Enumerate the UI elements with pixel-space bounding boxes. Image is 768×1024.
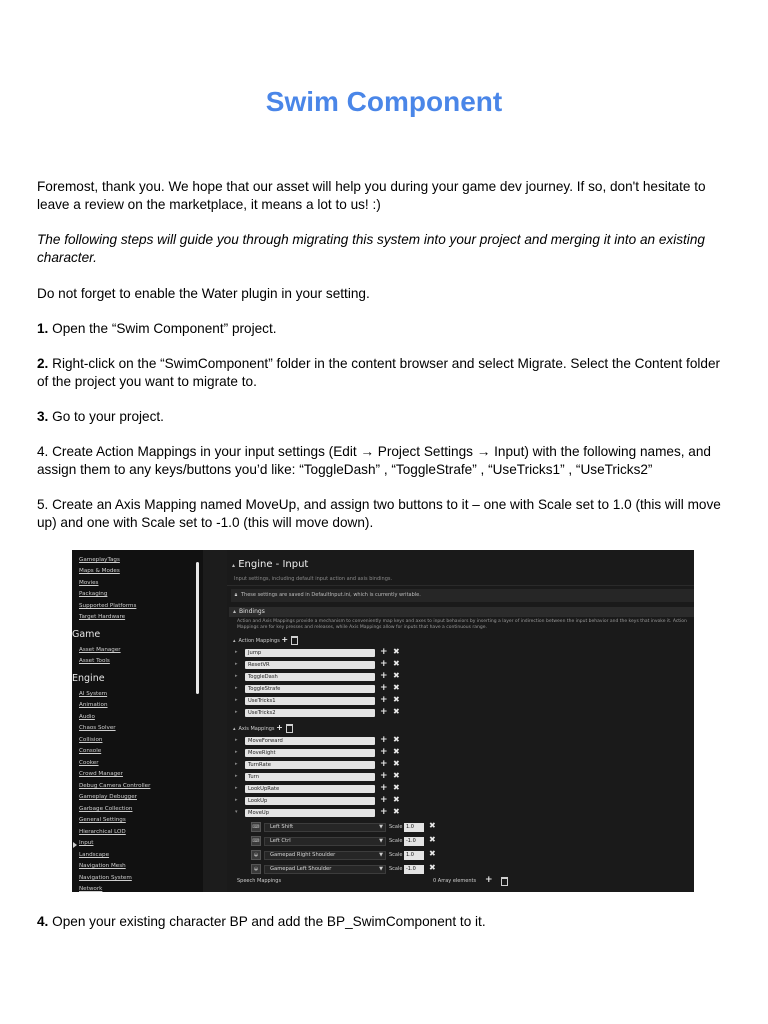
action-name-field[interactable]: ResetVR [245, 661, 375, 669]
key-select[interactable] [264, 837, 386, 846]
action-name-field[interactable]: UseTricks2 [245, 709, 375, 717]
sidebar-item[interactable]: Hierarchical LOD [79, 829, 126, 835]
step-2 [37, 355, 727, 390]
notice-text: These settings are saved in DefaultInput.ini, which is currently writable. [241, 592, 421, 598]
bindings-header[interactable] [229, 607, 694, 617]
bindings-label: Bindings [239, 608, 265, 615]
expanded-icon[interactable]: ▾ [235, 809, 238, 815]
sidebar-item[interactable]: Garbage Collection [79, 806, 133, 812]
axis-name-field[interactable]: MoveForward [245, 737, 375, 745]
trash-icon[interactable] [286, 724, 293, 733]
remove-key-icon[interactable]: ✖ [429, 863, 436, 872]
key-select[interactable] [264, 823, 386, 832]
action-name-field[interactable]: Jump [245, 649, 375, 657]
expand-icon[interactable]: ▸ [235, 773, 238, 779]
sidebar-item[interactable]: Gameplay Debugger [79, 794, 137, 800]
axis-name-field[interactable]: Turn [245, 773, 375, 781]
scale-input[interactable]: -1.0 [404, 837, 424, 846]
expand-icon[interactable]: ▸ [235, 797, 238, 803]
collapse-icon: ▴ [233, 608, 237, 615]
sidebar-item[interactable]: Packaging [79, 591, 108, 597]
panel-title-text: Engine - Input [238, 559, 309, 570]
add-speech-icon[interactable]: + [485, 875, 493, 885]
sidebar-item[interactable]: Supported Platforms [79, 603, 137, 609]
chevron-down-icon: ▼ [379, 838, 383, 844]
expand-icon[interactable]: ▸ [235, 685, 238, 691]
scale-label: Scale [389, 824, 403, 830]
add-key-icon[interactable]: + [380, 683, 388, 693]
remove-icon[interactable]: ✖ [393, 783, 400, 792]
sidebar-item[interactable]: Navigation System [79, 875, 132, 881]
axis-name-field[interactable]: MoveRight [245, 749, 375, 757]
action-mappings-header [229, 634, 694, 645]
add-key-icon[interactable]: + [380, 659, 388, 669]
step-3-number: 3. [37, 409, 49, 424]
sidebar-item[interactable]: Cooker [79, 760, 99, 766]
sidebar-scrollbar[interactable] [196, 562, 199, 694]
sidebar-item[interactable]: Maps & Modes [79, 568, 120, 574]
sidebar-item[interactable]: AI System [79, 691, 108, 697]
sidebar-item[interactable]: Animation [79, 702, 108, 708]
step-3-text: Go to your project. [48, 409, 164, 424]
add-key-icon[interactable]: + [380, 783, 388, 793]
add-key-icon[interactable]: + [380, 647, 388, 657]
gamepad-icon[interactable]: ◒ [251, 850, 261, 860]
step-1 [37, 320, 727, 338]
sidebar-item[interactable]: General Settings [79, 817, 126, 823]
keyboard-icon[interactable]: ⌨ [252, 824, 260, 830]
chevron-down-icon: ▼ [379, 866, 383, 872]
add-key-icon[interactable]: + [380, 795, 388, 805]
add-key-icon[interactable]: + [380, 807, 388, 817]
project-settings-screenshot [72, 550, 694, 892]
panel-title: ▴ Engine - Input [232, 559, 309, 570]
sidebar-divider [203, 550, 227, 892]
remove-key-icon[interactable]: ✖ [429, 835, 436, 844]
key-name: Gamepad Right Shoulder [270, 852, 336, 858]
key-name: Left Ctrl [270, 838, 291, 844]
action-name-field[interactable]: ToggleDash [245, 673, 375, 681]
action-mappings-label: Action Mappings [238, 638, 280, 644]
expand-icon[interactable]: ▸ [235, 673, 238, 679]
remove-icon[interactable]: ✖ [393, 747, 400, 756]
sidebar-item[interactable]: Landscape [79, 852, 110, 858]
scale-label: Scale [389, 838, 403, 844]
remove-icon[interactable]: ✖ [393, 707, 400, 716]
axis-mappings-label: Axis Mappings [238, 726, 275, 732]
axis-name-field[interactable]: MoveUp [245, 809, 375, 817]
expand-icon[interactable]: ▸ [235, 737, 238, 743]
step-4: 4. Create Action Mappings in your input settings (Edit → Project Settings → Input) with the following names, and assign them to any keys/buttons you’d like: “ToggleDash” , “ToggleStrafe” , “UseTricks1” , “UseTricks2” [37, 444, 711, 477]
key-name: Gamepad Left Shoulder [270, 866, 332, 872]
chevron-down-icon: ▼ [379, 824, 383, 830]
sidebar-item[interactable]: Chaos Solver [79, 725, 116, 731]
chevron-down-icon: ▼ [379, 852, 383, 858]
scale-input[interactable]: 1.0 [404, 851, 424, 860]
sidebar-item[interactable]: Audio [79, 714, 95, 720]
step-6-text: Open your existing character BP and add the BP_SwimComponent to it. [48, 914, 486, 929]
step-2-number: 2. [37, 356, 49, 371]
speech-mappings-label: Speech Mappings [237, 878, 282, 884]
key-name: Left Shift [270, 824, 294, 830]
sidebar-item[interactable]: Console [79, 748, 102, 754]
step-6-number: 4. [37, 914, 49, 929]
remove-icon[interactable]: ✖ [393, 683, 400, 692]
step-1-number: 1. [37, 321, 49, 336]
trash-icon[interactable] [291, 636, 298, 645]
scale-label: Scale [389, 866, 403, 872]
scale-label: Scale [389, 852, 403, 858]
intro-paragraph: Foremost, thank you. We hope that our asset will help you during your game dev journey. If so, don't hesitate to leave a review on the marketplace, it means a lot to us! :) [37, 179, 706, 212]
sidebar-item[interactable]: Network [79, 886, 103, 892]
remove-key-icon[interactable]: ✖ [429, 821, 436, 830]
remove-icon[interactable]: ✖ [393, 659, 400, 668]
settings-sidebar [72, 550, 203, 892]
remove-icon[interactable]: ✖ [393, 695, 400, 704]
sidebar-item[interactable]: Navigation Mesh [79, 863, 126, 869]
sidebar-item[interactable]: Asset Tools [79, 658, 110, 664]
axis-name-field[interactable]: TurnRate [245, 761, 375, 769]
add-key-icon[interactable]: + [380, 671, 388, 681]
gamepad-icon[interactable]: ◒ [251, 864, 261, 874]
config-notice [231, 589, 694, 602]
sidebar-heading-engine: Engine [72, 673, 105, 684]
guide-note: The following steps will guide you through migrating this system into your project and merging it into an existing character. [37, 232, 705, 265]
action-name-field[interactable]: ToggleStrafe [245, 685, 375, 693]
panel-subtitle: Input settings, including default input action and axis bindings. [234, 576, 393, 582]
key-select[interactable] [264, 865, 386, 874]
add-action-icon[interactable]: + [281, 635, 289, 644]
expand-icon[interactable]: ▸ [235, 709, 238, 715]
scale-input[interactable]: -1.0 [404, 865, 424, 874]
axis-mappings-header [229, 722, 694, 733]
step-6 [37, 913, 727, 931]
collapse-icon[interactable]: ▴ [233, 726, 236, 732]
add-axis-icon[interactable]: + [276, 723, 283, 732]
bindings-description: Action and Axis Mappings provide a mechanism to conveniently map keys and axes to input behaviors by inserting a layer of indirection between the input behavior and the keys that invoke it. Action Mappings are for key presses and releases, while Axis Mappings allow for inputs that have a continuous range. [237, 619, 687, 630]
sidebar-item[interactable]: Collision [79, 737, 103, 743]
sidebar-item[interactable]: Movies [79, 580, 99, 586]
remove-icon[interactable]: ✖ [393, 647, 400, 656]
remove-icon[interactable]: ✖ [393, 735, 400, 744]
sidebar-heading-game: Game [72, 629, 101, 640]
action-name-field[interactable]: UseTricks1 [245, 697, 375, 705]
expand-icon[interactable]: ▸ [235, 761, 238, 767]
add-key-icon[interactable]: + [380, 695, 388, 705]
axis-name-field[interactable]: LookUpRate [245, 785, 375, 793]
sidebar-item[interactable]: Debug Camera Controller [79, 783, 151, 789]
add-key-icon[interactable]: + [380, 707, 388, 717]
expand-icon[interactable]: ▸ [235, 697, 238, 703]
expand-icon[interactable]: ▸ [235, 661, 238, 667]
array-count: 0 Array elements [433, 878, 477, 884]
sidebar-item[interactable]: Asset Manager [79, 647, 121, 653]
key-select[interactable] [264, 851, 386, 860]
add-key-icon[interactable]: + [380, 747, 388, 757]
step-1-text: Open the “Swim Component” project. [48, 321, 277, 336]
step-5: 5. Create an Axis Mapping named MoveUp, and assign two buttons to it – one with Scale set to 1.0 (this will move up) and one with Scale set to -1.0 (this will move down). [37, 497, 721, 530]
expand-icon[interactable]: ▸ [235, 785, 238, 791]
add-key-icon[interactable]: + [380, 759, 388, 769]
selected-arrow-icon [73, 842, 77, 848]
speech-mappings-row [237, 875, 692, 885]
add-key-icon[interactable]: + [380, 771, 388, 781]
remove-icon[interactable]: ✖ [393, 807, 400, 816]
remove-icon[interactable]: ✖ [393, 759, 400, 768]
lock-icon: 🔒︎ [234, 592, 238, 598]
keyboard-icon[interactable]: ⌨ [252, 838, 260, 844]
remove-icon[interactable]: ✖ [393, 671, 400, 680]
sidebar-item[interactable]: GameplayTags [79, 557, 120, 563]
scale-input[interactable]: 1.0 [404, 823, 424, 832]
input-settings-panel [227, 550, 694, 892]
panel-divider [227, 585, 694, 586]
add-key-icon[interactable]: + [380, 735, 388, 745]
collapse-icon[interactable]: ▴ [233, 638, 236, 644]
step-2-text: Right-click on the “SwimComponent” folder in the content browser and select Migrate. Select the Content folder of the project you want to migrate to. [37, 356, 721, 389]
sidebar-item[interactable]: Crowd Manager [79, 771, 123, 777]
document-title: Swim Component [265, 86, 503, 117]
expand-icon[interactable]: ▸ [235, 649, 238, 655]
trash-icon[interactable] [501, 877, 508, 886]
remove-icon[interactable]: ✖ [393, 771, 400, 780]
water-note: Do not forget to enable the Water plugin in your setting. [37, 286, 370, 301]
axis-name-field[interactable]: LookUp [245, 797, 375, 805]
step-3 [37, 408, 727, 426]
remove-icon[interactable]: ✖ [393, 795, 400, 804]
expand-icon[interactable]: ▸ [235, 749, 238, 755]
remove-key-icon[interactable]: ✖ [429, 849, 436, 858]
sidebar-item[interactable]: Target Hardware [79, 614, 126, 620]
sidebar-item-input[interactable]: Input [79, 840, 94, 846]
